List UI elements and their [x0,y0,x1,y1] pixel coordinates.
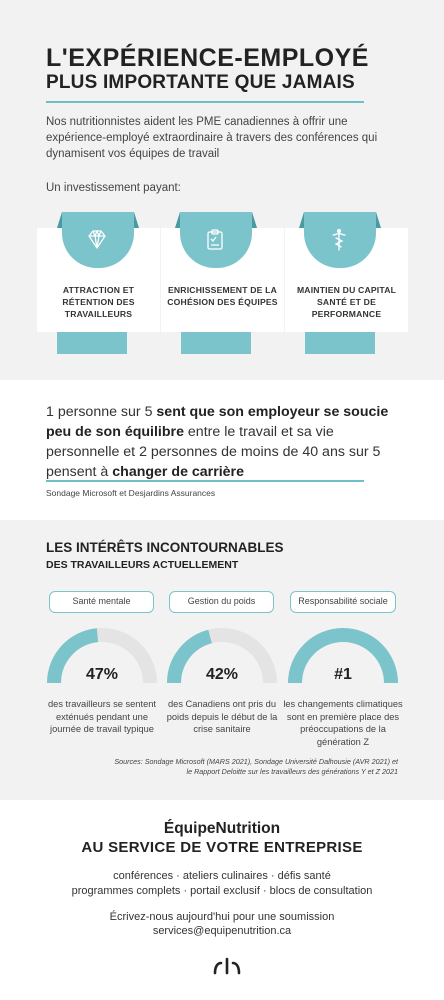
investment-label: Un investissement payant: [46,182,181,194]
interests-title: LES INTÉRÊTS INCONTOURNABLES [46,540,284,555]
card-tab-bottom [305,332,375,354]
title-divider [46,101,364,103]
page-title: L'EXPÉRIENCE-EMPLOYÉ [46,44,369,72]
brand-logo-icon [212,955,242,975]
category-pill-2: Gestion du poids [169,591,274,613]
caduceus-icon [325,226,353,254]
contact-email[interactable]: services@equipenutrition.ca [152,925,292,937]
brand-name: ÉquipeNutrition [163,820,281,837]
statistic-quote: 1 personne sur 5 sent que son employeur se soucie peu de son équilibre entre le travail et sa vie personnelle et 2 personnes de moins de 40 ans sur 5 pensent à changer de carrière [46,404,389,480]
contact-text: Écrivez-nous aujourd'hui pour une soumission [109,911,335,923]
benefit-label-2: ENRICHISSEMENT DE LA COHÉSION DES ÉQUIPES [167,285,278,307]
gauge-description-2: des Canadiens ont pris du poids depuis le début de la crise sanitaire [166,699,278,734]
category-pill-1: Santé mentale [49,591,154,613]
card-tab-bottom [181,332,251,354]
survey-source: Sondage Microsoft et Desjardins Assurances [46,488,216,498]
gauge-description-3: les changements climatiques sont en première place des préoccupations de la génération Z [283,699,403,747]
gauge-value-3: #1 [334,666,352,683]
intro-text: Nos nutritionnistes aident les PME canadiennes à offrir une expérience-employé extraordinaire à travers des conférences qui dynamisent vos équipes de travail [46,116,378,160]
benefit-label-1: ATTRACTION ET RÉTENTION DES TRAVAILLEURS [62,285,135,319]
page-subtitle: PLUS IMPORTANTE QUE JAMAIS [46,72,355,93]
services-line-1: conférences · ateliers culinaires · défis santé [113,870,331,882]
gauge-value-2: 42% [205,666,239,683]
clipboard-icon [201,226,229,254]
card-tab-bottom [57,332,127,354]
quote-divider [46,480,364,482]
category-pill-3: Responsabilité sociale [290,591,396,613]
services-line-2: programmes complets · portail exclusif · blocs de consultation [71,885,373,897]
interests-subtitle: DES TRAVAILLEURS ACTUELLEMENT [46,559,239,571]
benefit-label-3: MAINTIEN DU CAPITAL SANTÉ ET DE PERFORMANCE [296,285,397,319]
gauge-description-1: des travailleurs se sentent exténués pendant une journée de travail typique [47,699,156,734]
diamond-icon [83,226,111,254]
sources-note: Sources: Sondage Microsoft (MARS 2021), Sondage Université Dalhousie (AVR 2021) et le Rapport Deloitte sur les travailleurs des générations Y et Z 2021 [114,757,398,776]
brand-tagline: AU SERVICE DE VOTRE ENTREPRISE [81,839,363,856]
gauge-value-1: 47% [85,666,119,683]
